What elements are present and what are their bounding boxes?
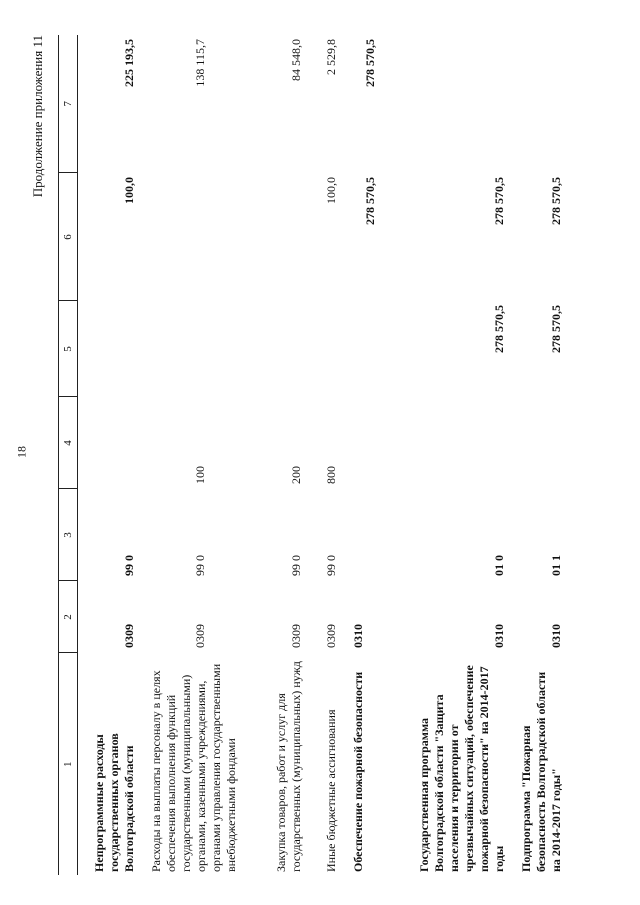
page-number: 18 [14, 446, 29, 458]
section-code: 0309 [289, 624, 303, 648]
section-code: 0310 [492, 624, 506, 648]
expense-type [347, 397, 387, 489]
value-col5 [145, 301, 270, 397]
column-header: 7 [59, 35, 78, 173]
value-col5: 278 570,5 [492, 305, 506, 353]
appendix-caption: Продолжение приложения 11 [30, 35, 45, 198]
expense-type [387, 397, 515, 489]
column-header: 3 [59, 489, 78, 581]
value-col5: 278 570,5 [549, 305, 563, 353]
value-col7 [515, 35, 575, 173]
expense-type: 200 [289, 466, 303, 484]
target-code: 99 0 [324, 555, 338, 576]
value-col7: 84 548,0 [289, 39, 303, 81]
value-col5 [78, 301, 146, 397]
target-code [347, 489, 387, 581]
header-row [59, 35, 78, 875]
section-code: 0309 [122, 624, 136, 648]
column-header: 5 [59, 301, 78, 397]
value-col6: 100,0 [324, 177, 338, 204]
table-row [347, 35, 387, 875]
row-name: Непрограммные расходы государственных органов Волгоградской области [92, 733, 136, 872]
expense-type: 100 [193, 466, 207, 484]
target-code: 99 0 [193, 555, 207, 576]
value-col7: 225 193,5 [122, 39, 136, 87]
row-name: Закупка товаров, работ и услуг для государственных (муниципальных) нужд [274, 661, 303, 872]
value-col6 [145, 173, 270, 301]
column-header: 4 [59, 397, 78, 489]
table-row [145, 35, 270, 875]
table-row [270, 35, 320, 875]
section-code: 0309 [324, 624, 338, 648]
table-row [387, 35, 515, 875]
table-row [515, 35, 575, 875]
value-col5 [270, 301, 320, 397]
expense-type [78, 397, 146, 489]
value-col6: 278 570,5 [492, 177, 506, 225]
expense-type: 800 [324, 466, 338, 484]
expense-type [515, 397, 575, 489]
section-code: 0310 [549, 624, 563, 648]
value-col6: 100,0 [122, 177, 136, 204]
value-col7: 2 529,8 [324, 39, 338, 75]
value-col7 [387, 35, 515, 173]
table-row [320, 35, 347, 875]
value-col5 [347, 301, 387, 397]
rotated-page [30, 35, 590, 875]
target-code: 99 0 [122, 555, 136, 576]
row-name: Расходы на выплаты персоналу в целях обеспечения выполнения функций государственными (муниципальными) органами, казенными учреждениями, органами управления государственными внебюджетными фондами [149, 663, 238, 872]
row-name: Подпрограмма "Пожарная безопасность Волгоградской области на 2014-2017 годы" [519, 671, 563, 872]
target-code: 01 0 [492, 555, 506, 576]
target-code: 01 1 [549, 555, 563, 576]
column-header: 6 [59, 173, 78, 301]
column-header: 2 [59, 581, 78, 653]
target-code: 99 0 [289, 555, 303, 576]
row-name: Иные бюджетные ассигнования [324, 709, 338, 872]
value-col5 [320, 301, 347, 397]
value-col7: 278 570,5 [363, 39, 377, 87]
value-col6: 278 570,5 [363, 177, 377, 225]
value-col6: 278 570,5 [549, 177, 563, 225]
value-col6 [270, 173, 320, 301]
column-header: 1 [59, 653, 78, 875]
row-name: Государственная программа Волгоградской области "Защита населения и территории от чрезвычайных ситуаций, обеспечение пожарной безопасности" на 2014-2017 годы [417, 665, 506, 872]
section-code: 0310 [351, 624, 365, 648]
section-code: 0309 [193, 624, 207, 648]
budget-table [58, 35, 575, 875]
table-row [78, 35, 146, 875]
value-col7: 138 115,7 [193, 39, 207, 87]
row-name: Обеспечение пожарной безопасности [351, 671, 365, 872]
